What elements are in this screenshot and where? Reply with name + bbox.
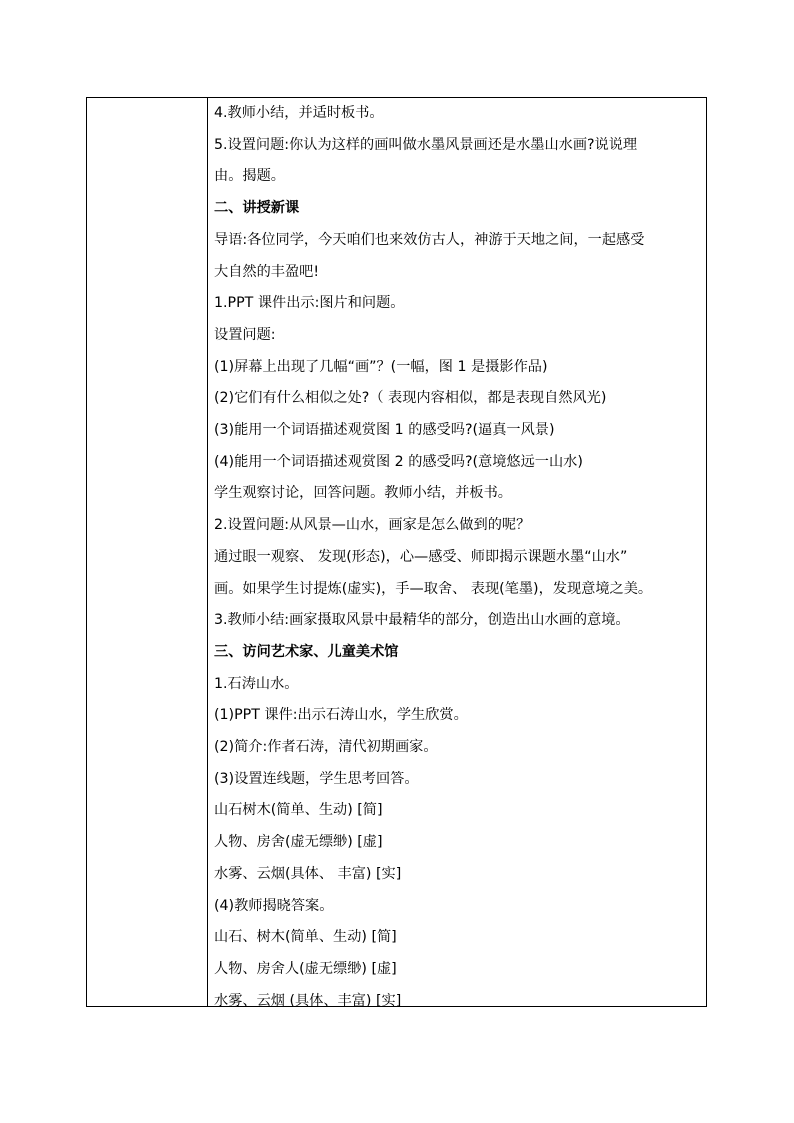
text-line: 1.PPT 课件出示:图片和问题。	[214, 295, 405, 312]
text-line: 4.教师小结，并适时板书。	[214, 105, 384, 121]
text-line: (1)PPT 课件:出示石涛山水，学生欣赏。	[214, 707, 468, 724]
text-line: 人物、房舍(虚无缥缈) [虚]	[214, 834, 383, 851]
text-line: 2.设置问题:从风景—山水，画家是怎么做到的呢？	[214, 517, 531, 534]
text-line: (1)屏幕上出现了几幅“画”？(一幅，图 1 是摄影作品)	[214, 358, 548, 375]
text-line: 5.设置问题:你认为这样的画叫做水墨风景画还是水墨山水画?说说理	[214, 136, 638, 153]
text-line: 大自然的丰盈吧!	[214, 263, 320, 280]
text-line: 画。如果学生讨提炼(虚实)，手—取舍、 表现(笔墨)，发现意境之美。	[214, 580, 653, 597]
text-line: 水雾、云烟(具体、 丰富) [实]	[214, 865, 402, 882]
text-line: 1.石涛山水。	[214, 675, 299, 692]
section-heading: 三、访问艺术家、儿童美术馆	[214, 643, 399, 660]
text-line: 学生观察讨论，回答问题。教师小结，并板书。	[214, 485, 512, 502]
text-line: (4)能用一个词语描述观赏图 2 的感受吗?(意境悠远一山水)	[214, 453, 583, 470]
text-line: 山石、树木(简单、生动) [简]	[214, 929, 397, 946]
text-line: 山石树木(简单、生动) [简]	[214, 802, 383, 819]
table-content-cell	[208, 98, 706, 1009]
text-line: (3)能用一个词语描述观赏图 1 的感受吗?(逼真一风景)	[214, 422, 555, 438]
text-line: (3)设置连线题，学生思考回答。	[214, 770, 419, 787]
text-line: 由。揭题。	[214, 168, 285, 185]
table-left-cell	[87, 98, 208, 1006]
text-line: 水雾、云烟 (具体、丰富) [实]	[214, 992, 402, 1009]
text-line: (4)教师揭晓答案。	[214, 897, 334, 914]
section-heading: 二、讲授新课	[214, 200, 300, 217]
text-line: (2)简介:作者石涛，清代初期画家。	[214, 739, 438, 755]
text-line: 导语:各位同学，今天咱们也来效仿古人，神游于天地之间，一起感受	[214, 231, 645, 248]
text-line: 人物、房舍人(虚无缥缈) [虚]	[214, 960, 397, 977]
text-line: 设置问题:	[214, 326, 276, 343]
lesson-table	[86, 97, 707, 1007]
text-line: (2)它们有什么相似之处?（ 表现内容相似，都是表现自然风光)	[214, 390, 607, 407]
text-line: 3.教师小结:画家摄取风景中最精华的部分，创造出山水画的意境。	[214, 612, 630, 629]
text-line: 通过眼一观察、 发现(形态)，心—感受、师即揭示课题水墨“山水”	[214, 548, 628, 565]
